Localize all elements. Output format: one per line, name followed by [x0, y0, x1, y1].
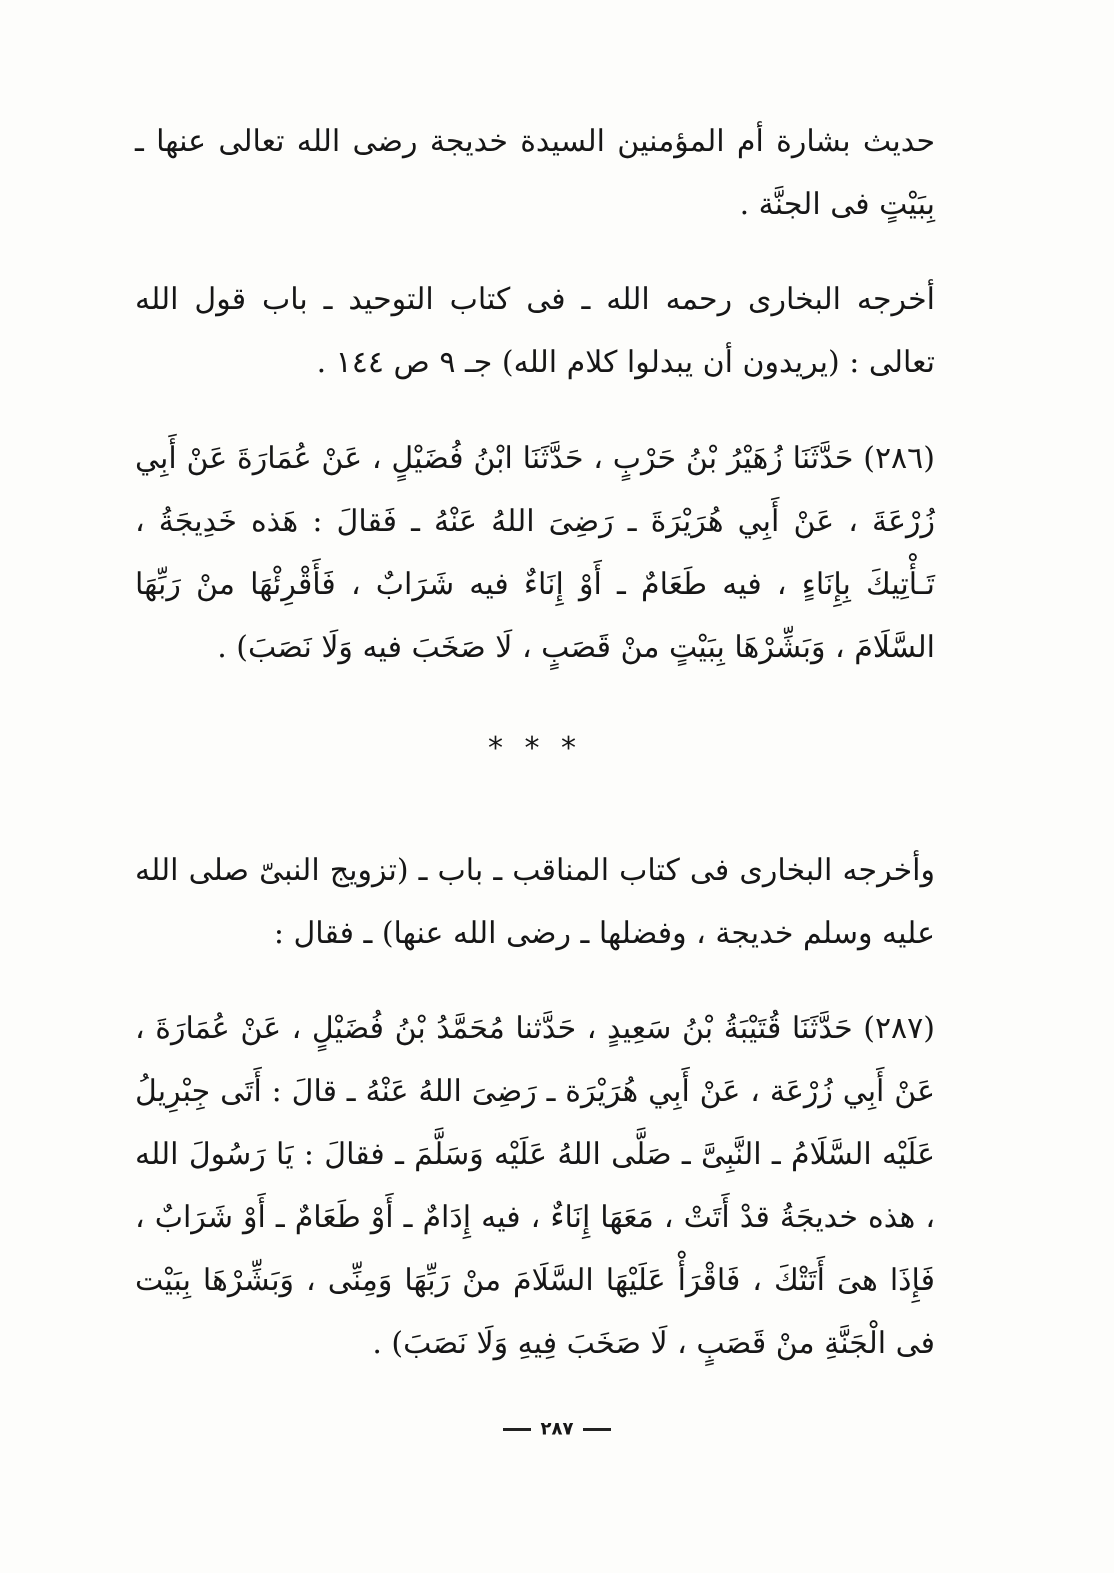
source-reference-1: أخرجه البخارى رحمه الله ـ فى كتاب التوحيد ـ باب قول الله تعالى : (يريدون أن يبدلوا كلام الله) جـ ٩ ص ١٤٤ .: [135, 282, 935, 380]
document-page: [135, 110, 935, 1450]
footer-dash-left: [503, 1428, 531, 1431]
source-reference-2: وأخرجه البخارى فى كتاب المناقب ـ باب ـ (تزويج النبىّ صلى الله عليه وسلم خديجة ، وفضلها ـ رضى الله عنها) ـ فقال :: [135, 853, 935, 951]
section-divider: * * *: [487, 731, 583, 766]
hadith-287: (٢٨٧) حَدَّثَنَا قُتَيْبَةُ بْنُ سَعِيدٍ ، حَدَّثنا مُحَمَّدُ بْنُ فُضَيْلٍ ، عَنْ عُمَارَةَ ، عَنْ أَبِي زُرْعَة ، عَنْ أَبِي هُرَيْرَة ـ رَضِىَ اللهُ عَنْهُ ـ قالَ : أَتَى جِبْرِيلُ عَلَيْه السَّلَامُ ـ النَّبِىَّ ـ صَلَّى اللهُ عَلَيْه وَسَلَّمَ ـ فقالَ : يَا رَسُولَ الله ، هذه خديجَةُ قدْ أَتَتْ ، مَعَهَا إِنَاءٌ ، فيه إِدَامٌ ـ أَوْ طَعَامٌ ـ أَوْ شَرَابٌ ، فَإِذَا هىَ أَتَتْكَ ، فَاقْرَأْ عَلَيْهَا السَّلَامَ منْ رَبِّهَا وَمِنِّى ، وَبَشِّرْهَا بِبَيْت فى الْجَنَّةِ منْ قَصَبٍ ، لَا صَخَبَ فِيهِ وَلَا نَصَبَ) .: [135, 1011, 935, 1361]
chapter-heading: حديث بشارة أم المؤمنين السيدة خديجة رضى الله تعالى عنها ـ بِبَيْتٍ فى الجنَّة .: [135, 124, 935, 222]
footer-dash-right: [583, 1428, 611, 1431]
hadith-286: (٢٨٦) حَدَّثَنَا زُهَيْرُ بْنُ حَرْبٍ ، حَدَّثَنَا ابْنُ فُضَيْلٍ ، عَنْ عُمَارَةَ عَنْ أَبِي زُرْعَةَ ، عَنْ أَبِي هُرَيْرَةَ ـ رَضِىَ اللهُ عَنْهُ ـ فَقالَ : هَذه خَدِيجَةُ ، تَـأْتِيكَ بِإِنَاءٍ ، فيه طَعَامٌ ـ أَوْ إِنَاءٌ فيه شَرَابٌ ، فَأَقْرِئْهَا منْ رَبِّهَا السَّلَامَ ، وَبَشِّرْهَا بِبَيْتٍ منْ قَصَبٍ ، لَا صَخَبَ فيه وَلَا نَصَبَ) .: [135, 441, 935, 665]
page-footer: [0, 1418, 1114, 1440]
page-number: ٢٨٧: [540, 1418, 574, 1440]
